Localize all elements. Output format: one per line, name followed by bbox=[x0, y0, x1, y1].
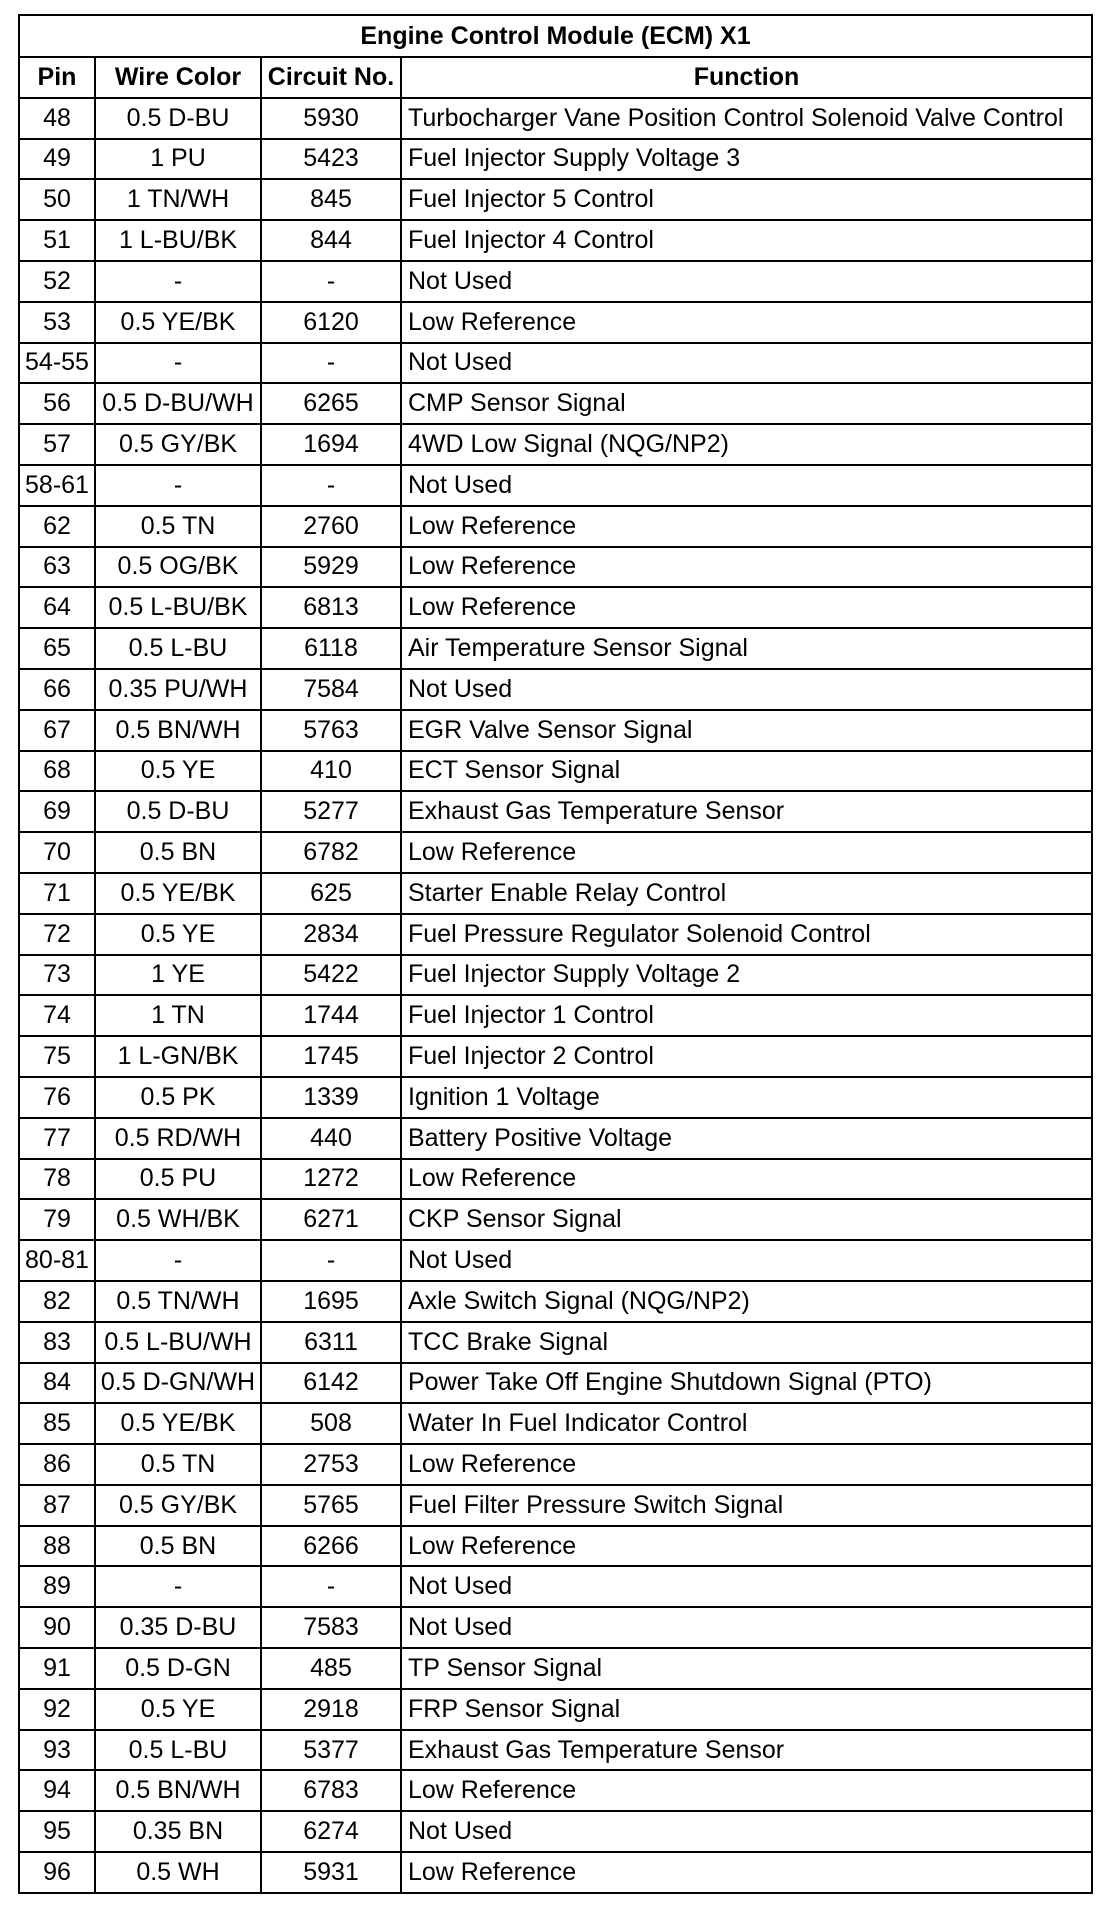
pin-cell: 71 bbox=[19, 873, 95, 914]
title-row bbox=[19, 15, 1092, 57]
table-row bbox=[19, 1566, 1092, 1607]
pin-cell: 91 bbox=[19, 1648, 95, 1689]
wire-color-cell: 1 YE bbox=[95, 955, 261, 996]
table-row bbox=[19, 302, 1092, 343]
table-row bbox=[19, 1526, 1092, 1567]
function-cell: Battery Positive Voltage bbox=[401, 1118, 1092, 1159]
circuit-no-cell: 625 bbox=[261, 873, 401, 914]
wire-color-cell: 0.5 TN/WH bbox=[95, 1281, 261, 1322]
function-cell: Not Used bbox=[401, 343, 1092, 384]
circuit-no-cell: 1339 bbox=[261, 1077, 401, 1118]
wire-color-cell: 0.5 D-GN/WH bbox=[95, 1363, 261, 1404]
pin-cell: 62 bbox=[19, 506, 95, 547]
pin-cell: 67 bbox=[19, 710, 95, 751]
table-row bbox=[19, 179, 1092, 220]
pin-cell: 90 bbox=[19, 1607, 95, 1648]
wire-color-cell: 0.5 TN bbox=[95, 1444, 261, 1485]
pin-cell: 52 bbox=[19, 261, 95, 302]
function-cell: Not Used bbox=[401, 1240, 1092, 1281]
circuit-no-cell: 1744 bbox=[261, 995, 401, 1036]
wire-color-cell: 1 TN bbox=[95, 995, 261, 1036]
pin-cell: 54-55 bbox=[19, 343, 95, 384]
function-cell: Fuel Injector 2 Control bbox=[401, 1036, 1092, 1077]
pin-cell: 84 bbox=[19, 1363, 95, 1404]
function-cell: Low Reference bbox=[401, 1770, 1092, 1811]
function-cell: FRP Sensor Signal bbox=[401, 1689, 1092, 1730]
column-header-pin: Pin bbox=[19, 57, 95, 98]
pin-cell: 73 bbox=[19, 955, 95, 996]
pin-cell: 48 bbox=[19, 98, 95, 139]
function-cell: Air Temperature Sensor Signal bbox=[401, 628, 1092, 669]
pin-cell: 77 bbox=[19, 1118, 95, 1159]
circuit-no-cell: 2834 bbox=[261, 914, 401, 955]
pin-cell: 79 bbox=[19, 1199, 95, 1240]
wire-color-cell: 0.5 D-BU/WH bbox=[95, 383, 261, 424]
function-cell: Fuel Injector Supply Voltage 2 bbox=[401, 955, 1092, 996]
table-row bbox=[19, 1036, 1092, 1077]
wire-color-cell: 1 L-BU/BK bbox=[95, 220, 261, 261]
circuit-no-cell: 5423 bbox=[261, 139, 401, 180]
table-row bbox=[19, 1852, 1092, 1893]
pin-cell: 95 bbox=[19, 1811, 95, 1852]
pin-cell: 83 bbox=[19, 1322, 95, 1363]
function-cell: Ignition 1 Voltage bbox=[401, 1077, 1092, 1118]
table-row bbox=[19, 424, 1092, 465]
circuit-no-cell: 1272 bbox=[261, 1159, 401, 1200]
function-cell: Exhaust Gas Temperature Sensor bbox=[401, 1730, 1092, 1771]
circuit-no-cell: - bbox=[261, 1240, 401, 1281]
function-cell: TP Sensor Signal bbox=[401, 1648, 1092, 1689]
circuit-no-cell: 6120 bbox=[261, 302, 401, 343]
pin-cell: 88 bbox=[19, 1526, 95, 1567]
function-cell: Not Used bbox=[401, 261, 1092, 302]
function-cell: Water In Fuel Indicator Control bbox=[401, 1403, 1092, 1444]
pin-cell: 86 bbox=[19, 1444, 95, 1485]
pin-cell: 66 bbox=[19, 669, 95, 710]
wire-color-cell: 0.5 D-GN bbox=[95, 1648, 261, 1689]
table-row bbox=[19, 587, 1092, 628]
function-cell: Fuel Injector Supply Voltage 3 bbox=[401, 139, 1092, 180]
function-cell: Not Used bbox=[401, 465, 1092, 506]
table-row bbox=[19, 791, 1092, 832]
circuit-no-cell: - bbox=[261, 465, 401, 506]
wire-color-cell: - bbox=[95, 1566, 261, 1607]
table-row bbox=[19, 1240, 1092, 1281]
wire-color-cell: 0.5 BN bbox=[95, 1526, 261, 1567]
pin-cell: 80-81 bbox=[19, 1240, 95, 1281]
wire-color-cell: 0.35 D-BU bbox=[95, 1607, 261, 1648]
wire-color-cell: - bbox=[95, 343, 261, 384]
wire-color-cell: 0.5 WH/BK bbox=[95, 1199, 261, 1240]
pin-cell: 74 bbox=[19, 995, 95, 1036]
pin-cell: 92 bbox=[19, 1689, 95, 1730]
table-row bbox=[19, 383, 1092, 424]
wire-color-cell: 0.5 YE/BK bbox=[95, 873, 261, 914]
pin-cell: 94 bbox=[19, 1770, 95, 1811]
table-row bbox=[19, 1363, 1092, 1404]
pin-cell: 70 bbox=[19, 832, 95, 873]
pinout-rows bbox=[19, 98, 1092, 1893]
table-row bbox=[19, 506, 1092, 547]
function-cell: Power Take Off Engine Shutdown Signal (PTO) bbox=[401, 1363, 1092, 1404]
pinout-table bbox=[18, 14, 1093, 1894]
pin-cell: 69 bbox=[19, 791, 95, 832]
table-row bbox=[19, 1159, 1092, 1200]
wire-color-cell: 1 L-GN/BK bbox=[95, 1036, 261, 1077]
table-row bbox=[19, 261, 1092, 302]
wire-color-cell: 0.5 L-BU bbox=[95, 1730, 261, 1771]
pin-cell: 78 bbox=[19, 1159, 95, 1200]
wire-color-cell: 0.5 YE bbox=[95, 1689, 261, 1730]
function-cell: Not Used bbox=[401, 1566, 1092, 1607]
circuit-no-cell: 6265 bbox=[261, 383, 401, 424]
function-cell: Fuel Filter Pressure Switch Signal bbox=[401, 1485, 1092, 1526]
circuit-no-cell: 508 bbox=[261, 1403, 401, 1444]
function-cell: EGR Valve Sensor Signal bbox=[401, 710, 1092, 751]
pin-cell: 76 bbox=[19, 1077, 95, 1118]
table-row bbox=[19, 669, 1092, 710]
circuit-no-cell: 485 bbox=[261, 1648, 401, 1689]
circuit-no-cell: 5765 bbox=[261, 1485, 401, 1526]
circuit-no-cell: 440 bbox=[261, 1118, 401, 1159]
wire-color-cell: 0.5 OG/BK bbox=[95, 547, 261, 588]
circuit-no-cell: 6142 bbox=[261, 1363, 401, 1404]
wire-color-cell: 0.35 PU/WH bbox=[95, 669, 261, 710]
function-cell: Low Reference bbox=[401, 1159, 1092, 1200]
wire-color-cell: 0.5 RD/WH bbox=[95, 1118, 261, 1159]
wire-color-cell: 0.5 YE bbox=[95, 914, 261, 955]
wire-color-cell: 0.5 TN bbox=[95, 506, 261, 547]
table-row bbox=[19, 139, 1092, 180]
wire-color-cell: 0.5 L-BU/BK bbox=[95, 587, 261, 628]
table-row bbox=[19, 98, 1092, 139]
table-row bbox=[19, 1689, 1092, 1730]
pin-cell: 63 bbox=[19, 547, 95, 588]
pin-cell: 56 bbox=[19, 383, 95, 424]
table-row bbox=[19, 710, 1092, 751]
column-header-circuit-no: Circuit No. bbox=[261, 57, 401, 98]
table-row bbox=[19, 465, 1092, 506]
circuit-no-cell: 6782 bbox=[261, 832, 401, 873]
pin-cell: 64 bbox=[19, 587, 95, 628]
table-row bbox=[19, 220, 1092, 261]
function-cell: 4WD Low Signal (NQG/NP2) bbox=[401, 424, 1092, 465]
circuit-no-cell: - bbox=[261, 1566, 401, 1607]
function-cell: Low Reference bbox=[401, 506, 1092, 547]
pin-cell: 87 bbox=[19, 1485, 95, 1526]
circuit-no-cell: 1694 bbox=[261, 424, 401, 465]
table-row bbox=[19, 1770, 1092, 1811]
function-cell: CMP Sensor Signal bbox=[401, 383, 1092, 424]
circuit-no-cell: 2760 bbox=[261, 506, 401, 547]
function-cell: Fuel Injector 4 Control bbox=[401, 220, 1092, 261]
pin-cell: 89 bbox=[19, 1566, 95, 1607]
function-cell: ECT Sensor Signal bbox=[401, 751, 1092, 792]
pin-cell: 53 bbox=[19, 302, 95, 343]
table-row bbox=[19, 1118, 1092, 1159]
pin-cell: 72 bbox=[19, 914, 95, 955]
wire-color-cell: 0.5 PU bbox=[95, 1159, 261, 1200]
circuit-no-cell: 6266 bbox=[261, 1526, 401, 1567]
table-row bbox=[19, 873, 1092, 914]
function-cell: CKP Sensor Signal bbox=[401, 1199, 1092, 1240]
table-row bbox=[19, 1607, 1092, 1648]
table-row bbox=[19, 914, 1092, 955]
pin-cell: 68 bbox=[19, 751, 95, 792]
wire-color-cell: 0.5 D-BU bbox=[95, 791, 261, 832]
wire-color-cell: 0.5 L-BU/WH bbox=[95, 1322, 261, 1363]
pin-cell: 65 bbox=[19, 628, 95, 669]
circuit-no-cell: 6118 bbox=[261, 628, 401, 669]
function-cell: Starter Enable Relay Control bbox=[401, 873, 1092, 914]
wire-color-cell: 0.5 GY/BK bbox=[95, 1485, 261, 1526]
function-cell: Not Used bbox=[401, 669, 1092, 710]
circuit-no-cell: 5377 bbox=[261, 1730, 401, 1771]
wire-color-cell: - bbox=[95, 465, 261, 506]
wire-color-cell: 0.5 YE/BK bbox=[95, 302, 261, 343]
table-row bbox=[19, 1444, 1092, 1485]
table-row bbox=[19, 751, 1092, 792]
circuit-no-cell: 844 bbox=[261, 220, 401, 261]
circuit-no-cell: 6274 bbox=[261, 1811, 401, 1852]
function-cell: Turbocharger Vane Position Control Solenoid Valve Control bbox=[401, 98, 1092, 139]
table-row bbox=[19, 1322, 1092, 1363]
table-row bbox=[19, 1485, 1092, 1526]
circuit-no-cell: 5277 bbox=[261, 791, 401, 832]
wire-color-cell: 0.5 BN/WH bbox=[95, 710, 261, 751]
pin-cell: 49 bbox=[19, 139, 95, 180]
circuit-no-cell: 6813 bbox=[261, 587, 401, 628]
pin-cell: 50 bbox=[19, 179, 95, 220]
wire-color-cell: 1 PU bbox=[95, 139, 261, 180]
table-row bbox=[19, 955, 1092, 996]
function-cell: Low Reference bbox=[401, 547, 1092, 588]
circuit-no-cell: 5931 bbox=[261, 1852, 401, 1893]
circuit-no-cell: - bbox=[261, 261, 401, 302]
function-cell: Axle Switch Signal (NQG/NP2) bbox=[401, 1281, 1092, 1322]
circuit-no-cell: 2753 bbox=[261, 1444, 401, 1485]
pin-cell: 57 bbox=[19, 424, 95, 465]
wire-color-cell: 1 TN/WH bbox=[95, 179, 261, 220]
wire-color-cell: 0.5 L-BU bbox=[95, 628, 261, 669]
wire-color-cell: 0.5 BN bbox=[95, 832, 261, 873]
circuit-no-cell: 845 bbox=[261, 179, 401, 220]
pin-cell: 75 bbox=[19, 1036, 95, 1077]
wire-color-cell: 0.5 PK bbox=[95, 1077, 261, 1118]
function-cell: Fuel Pressure Regulator Solenoid Control bbox=[401, 914, 1092, 955]
table-row bbox=[19, 628, 1092, 669]
table-row bbox=[19, 1730, 1092, 1771]
circuit-no-cell: 2918 bbox=[261, 1689, 401, 1730]
table-title: Engine Control Module (ECM) X1 bbox=[19, 15, 1092, 57]
circuit-no-cell: 6311 bbox=[261, 1322, 401, 1363]
function-cell: Low Reference bbox=[401, 1444, 1092, 1485]
pin-cell: 82 bbox=[19, 1281, 95, 1322]
wire-color-cell: - bbox=[95, 261, 261, 302]
circuit-no-cell: 1745 bbox=[261, 1036, 401, 1077]
wire-color-cell: 0.5 YE bbox=[95, 751, 261, 792]
circuit-no-cell: - bbox=[261, 343, 401, 384]
wire-color-cell: 0.5 D-BU bbox=[95, 98, 261, 139]
circuit-no-cell: 5422 bbox=[261, 955, 401, 996]
table-row bbox=[19, 832, 1092, 873]
table-row bbox=[19, 995, 1092, 1036]
function-cell: Low Reference bbox=[401, 832, 1092, 873]
table-row bbox=[19, 1403, 1092, 1444]
table-row bbox=[19, 343, 1092, 384]
circuit-no-cell: 5929 bbox=[261, 547, 401, 588]
function-cell: Exhaust Gas Temperature Sensor bbox=[401, 791, 1092, 832]
wire-color-cell: - bbox=[95, 1240, 261, 1281]
wire-color-cell: 0.5 WH bbox=[95, 1852, 261, 1893]
function-cell: Not Used bbox=[401, 1607, 1092, 1648]
circuit-no-cell: 7584 bbox=[261, 669, 401, 710]
circuit-no-cell: 6271 bbox=[261, 1199, 401, 1240]
function-cell: TCC Brake Signal bbox=[401, 1322, 1092, 1363]
circuit-no-cell: 7583 bbox=[261, 1607, 401, 1648]
header-row bbox=[19, 57, 1092, 98]
function-cell: Low Reference bbox=[401, 1526, 1092, 1567]
table-row bbox=[19, 547, 1092, 588]
wire-color-cell: 0.5 YE/BK bbox=[95, 1403, 261, 1444]
table-row bbox=[19, 1199, 1092, 1240]
wire-color-cell: 0.5 BN/WH bbox=[95, 1770, 261, 1811]
column-header-function: Function bbox=[401, 57, 1092, 98]
circuit-no-cell: 1695 bbox=[261, 1281, 401, 1322]
pin-cell: 96 bbox=[19, 1852, 95, 1893]
column-header-wire-color: Wire Color bbox=[95, 57, 261, 98]
table-row bbox=[19, 1811, 1092, 1852]
function-cell: Not Used bbox=[401, 1811, 1092, 1852]
function-cell: Fuel Injector 1 Control bbox=[401, 995, 1092, 1036]
wire-color-cell: 0.5 GY/BK bbox=[95, 424, 261, 465]
pin-cell: 93 bbox=[19, 1730, 95, 1771]
table-row bbox=[19, 1077, 1092, 1118]
pin-cell: 85 bbox=[19, 1403, 95, 1444]
wire-color-cell: 0.35 BN bbox=[95, 1811, 261, 1852]
function-cell: Low Reference bbox=[401, 1852, 1092, 1893]
function-cell: Low Reference bbox=[401, 587, 1092, 628]
function-cell: Fuel Injector 5 Control bbox=[401, 179, 1092, 220]
pin-cell: 58-61 bbox=[19, 465, 95, 506]
circuit-no-cell: 410 bbox=[261, 751, 401, 792]
circuit-no-cell: 5763 bbox=[261, 710, 401, 751]
function-cell: Low Reference bbox=[401, 302, 1092, 343]
table-row bbox=[19, 1281, 1092, 1322]
pin-cell: 51 bbox=[19, 220, 95, 261]
table-row bbox=[19, 1648, 1092, 1689]
connector-pinout-sheet bbox=[18, 14, 1091, 1894]
circuit-no-cell: 5930 bbox=[261, 98, 401, 139]
circuit-no-cell: 6783 bbox=[261, 1770, 401, 1811]
